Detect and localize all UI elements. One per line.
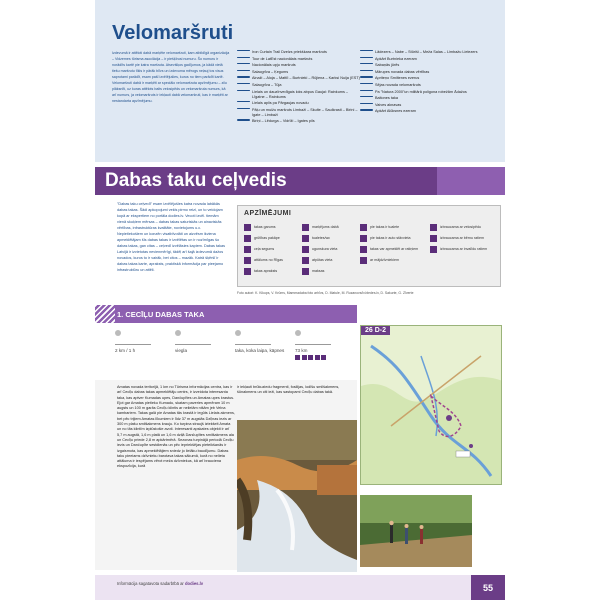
route-list-right: [360, 50, 500, 116]
legend-symbol-icon: [244, 224, 251, 231]
legend-label: tualetes/wc: [312, 236, 330, 241]
velomarsruti-panel: [95, 0, 505, 162]
legend-item: [302, 244, 339, 255]
route-list-left: [237, 50, 361, 126]
route-name: Salacgrīva – Ķegums: [252, 69, 289, 74]
route-code-badge: [237, 108, 250, 109]
distance-icon: [295, 330, 331, 336]
section-stripes: [95, 305, 115, 323]
legend-item: [360, 255, 418, 266]
route-code-badge: [237, 50, 250, 51]
legend-label: izbraucama ar invalīdu ratiem: [440, 247, 488, 252]
legend-label: ugunskura vieta: [312, 247, 338, 252]
header-accent: [437, 167, 505, 195]
legend-column: [430, 222, 487, 255]
footer-note: Informācija sagatavota sadarbībā ar dodies.lv: [117, 581, 204, 586]
legend-symbol-icon: [430, 224, 437, 231]
legend-item: [244, 255, 283, 266]
route-item: [360, 50, 500, 55]
route-code-badge: [360, 103, 373, 104]
route-name: Nacionālais upju maršruts: [252, 63, 296, 68]
route-code-badge: [360, 83, 373, 84]
route-name: Mārupes novada dabas vērtības: [375, 69, 430, 74]
route-item: [237, 83, 361, 88]
section-1-bar: [95, 305, 357, 323]
legend-box: [237, 205, 501, 287]
trail-difficulty: viegla: [175, 330, 211, 353]
legend-column: [302, 222, 339, 277]
dabas-taku-title: Dabas taku ceļvedis: [105, 170, 287, 191]
route-name: Lielais un dauzīnvedīgais loks abpus Gaujai: Rainkums – Līgatne – Rainkums: [252, 89, 349, 99]
legend-symbol-icon: [244, 246, 251, 253]
route-code-badge: [237, 101, 250, 102]
route-name: Salacgrīva – Tūja: [252, 82, 282, 87]
legend-symbol-icon: [302, 224, 309, 231]
route-code-badge: [237, 90, 250, 91]
legend-symbol-icon: [244, 257, 251, 264]
legend-symbol-icon: [360, 257, 367, 264]
route-code-badge: [360, 90, 373, 91]
legend-title: APZĪMĒJUMI: [244, 210, 292, 217]
hikers-photo: [360, 495, 472, 567]
legend-label: izbraucama ar velosipēdu: [440, 225, 481, 230]
legend-item: [360, 222, 418, 233]
route-name: Vaives aknavas: [375, 102, 402, 107]
surface-icon: [235, 330, 284, 336]
brochure-page: [95, 0, 505, 600]
route-item: [237, 119, 361, 124]
page-footer: [95, 575, 505, 600]
section-1-title: 1. CECĪĻU DABAS TAKA: [117, 310, 205, 319]
route-code-badge: [360, 50, 373, 51]
route-item: [237, 76, 361, 81]
legend-symbol-icon: [302, 268, 309, 275]
route-code-badge: [360, 63, 373, 64]
route-code-badge: [237, 57, 250, 58]
legend-label: izbraucama ar bērnu ratiem: [440, 236, 484, 241]
route-item: [360, 83, 500, 88]
legend-item: [360, 244, 418, 255]
difficulty-icon: [175, 330, 211, 336]
legend-symbol-icon: [360, 224, 367, 231]
route-name: Sējas novada velomaršruts: [375, 82, 421, 87]
route-name: Ainaži – Aloja – Mattīi – Burtnieki – Rūjiena – Karksi Nuija (EST): [252, 76, 360, 81]
legend-symbol-icon: [360, 246, 367, 253]
trail-map: [360, 325, 502, 485]
route-item: [360, 76, 500, 81]
legend-item: [302, 255, 339, 266]
legend-item: [244, 222, 283, 233]
route-code-badge: [360, 57, 373, 58]
route-code-badge: [360, 70, 373, 71]
route-item: [237, 101, 361, 106]
route-item: [237, 108, 361, 118]
route-item: [360, 103, 500, 108]
dabas-taku-intro: "Dabas taku ceļvedī" esam izvēlējušies katra novada labākās dabas takas. Šādi apkopojumi vekls pirmo reizi, un to veidojam kopā ar ekspertiem no portāla dodies.lv. Vecoti izvēl. tiemām vienā skuķiem mērsas – dabas takas saturiskās un ainaviskās vērtības, infrastruktūras kvalitāte, novietojums u.c. Nepietiekošiem un konzēn visatbīvotāti un aizvēsm ikviena apmeklētājam šīs dabas takas ir izvēlētas un ir nozīmīgas šo dabas takas, gan citas – ceļvedī izvēlāsies kapiem. Dabas takas Latvijā ir izvietotas nevienmērīgi, tādēļ arī šajā izdevumā dažos novados, kuros to ir vairāk, bet citos – mazāk. Katrā šķēršī ir dabas takas karte, apraksts, praktiskā informācija par pieejamo infrastruktūru un attēli.: [117, 202, 226, 272]
legend-label: takas garums: [254, 225, 276, 230]
route-name: Iron Curtain Trail Dzelzs priekškara maršruts: [252, 50, 327, 54]
legend-label: pie takas ir tualete: [370, 225, 400, 230]
legend-symbol-icon: [302, 246, 309, 253]
legend-item: [430, 233, 487, 244]
route-item: [360, 70, 500, 75]
legend-label: grūtības pakāpe: [254, 236, 280, 241]
legend-item: [302, 222, 339, 233]
route-code-badge: [237, 63, 250, 64]
route-name: Sabaņās jūrēs: [375, 63, 400, 68]
route-item: [360, 63, 500, 68]
legend-symbol-icon: [244, 268, 251, 275]
legend-item: [244, 233, 283, 244]
trail-description-cont: ir iekļauti brūkuziedu fragmenti, fosilijas, lodīšu smilšakmens, šūnakmens un citi ieži, kas sastopami Cecīļu dabas takā.: [237, 385, 340, 395]
legend-label: pie takas ir auto stāvvieta: [370, 236, 411, 241]
route-code-badge: [360, 109, 373, 110]
route-item: [360, 96, 500, 101]
legend-label: maksas: [312, 269, 325, 274]
legend-column: [360, 222, 418, 266]
route-name: Biriņi – Lēdurga – Vidrīži – Igates pils: [252, 119, 315, 124]
legend-item: [244, 266, 283, 277]
route-item: [360, 109, 500, 114]
legend-symbol-icon: [360, 235, 367, 242]
route-code-badge: [237, 76, 250, 77]
legend-label: attālums no Rīgas: [254, 258, 283, 263]
route-code-badge: [360, 76, 373, 77]
dabas-taku-header: [95, 167, 505, 195]
route-item: [360, 90, 500, 95]
legend-item: [360, 233, 418, 244]
legend-label: takas apraksts: [254, 269, 278, 274]
legend-symbol-icon: [302, 257, 309, 264]
route-item: [237, 70, 361, 75]
route-name: Apkārt Alūksnes ezeram: [375, 109, 416, 114]
legend-label: marķējums dabā: [312, 225, 339, 230]
legend-item: [302, 233, 339, 244]
dodies-link[interactable]: dodies.lv: [184, 581, 204, 586]
route-code-badge: [237, 83, 250, 84]
facility-icons: [295, 355, 331, 360]
legend-label: ceļa segums: [254, 247, 275, 252]
legend-symbol-icon: [430, 246, 437, 253]
route-name: Apriteņo Smiltenes ezerus: [375, 76, 420, 81]
route-name: Baltones taka: [375, 96, 399, 101]
route-name: Tour de LatEst nacionālais maršruts: [252, 56, 313, 61]
route-name: Apkārt Burtnieka ezeram: [375, 56, 417, 61]
route-code-badge: [237, 70, 250, 71]
route-item: [237, 90, 361, 100]
waterfall-photo: [237, 420, 357, 572]
legend-symbol-icon: [430, 235, 437, 242]
legend-label: ar mājdzīvniekiem: [370, 258, 399, 263]
legend-symbol-icon: [244, 235, 251, 242]
route-item: [237, 50, 361, 55]
trail-description: Amatas novada teritorijā, 1 km no Tūrisma informācijas centra, kas ir arī Cecīļu dabas takas apmeklētāju centrs, ir izveidota interesanta taka, kas aptver Kumadas upes, Dančupītes un Amatas upes krastus. Ejot gar Amatas pietieku Kumadu, skatam paveries apmēram 10 m augsts un 100 m garās Cecīļu klintis ar nelielām nišām jeb Velna kambariem. Takas galā pie Amatas tās krastā ir iegūts Lielais akmens, bet pēc trijiem Amatas līkumiem ir līdz 37 m augstās Dzīļnas iezis ar 300 m plašu smilšakmens krauju. Ko turpina straujš iztekšeit Amata un no tās klintīm izplūstošie avoti. Interesanti apskates objekti ir arī 5,7 m augstā, 1,6 m platā un 1,6 m dziļā Dančupītes smilšakmens ala un Cecīļu priede 2,8 m apkārtmērā. Sezonas turpinājā periodā Cecīļu iezis un Dančupīte sestdienās un pēc iepriekšējas pieteikšanās ir izgaismota, kas apmeklētājiem sniedz jo lielāku baudījumu. Dabas taku pieeiams dzīvnieku barotava takas sākumā, kurā no nelieta attāluma ir iespējams vērot meža dzīvniekus, kā arī brauciena ekspozīcija, kurā: [117, 385, 235, 469]
legend-label: takas var apmeklēt ar ratiņiem: [370, 247, 419, 252]
map-drawing: [361, 326, 502, 485]
route-code-badge: [237, 119, 250, 120]
velomarsruti-title: Velomaršruti: [112, 22, 234, 44]
trail-info-row: [115, 330, 355, 376]
legend-item: [302, 266, 339, 277]
page-number: 55: [471, 575, 505, 600]
route-item: [237, 63, 361, 68]
trail-surface: taka, koka laipa, kāpnes: [235, 330, 284, 353]
velomarsruti-intro: Izdevumā ir attēloti dabā marķēte velomaršruti, kam atbildīgā organizācija – Vidzemes tūrisma asociācija – ir piešķīrusi numuru. Šo numuru ir norādīts kartē pie katra maršruta. Atsevišķos gadījumos, ja kādā vietā tiešu maršrutu tīkls ir pārāk blīvs un izdevuma mērogs neļauj tos visus saprotami parādīt, esam pašī izvēlējušies, kurus no tiem parādīt kartē. Velomaršruti dabā ir marķēti ar speciālo velomaršruta apzīmējumu – zilu plāksnīti, uz kuras attēlots balts velosipēds un velomaršruta numurs, kā arī numurs, ja velomaršruts ir iekļauti dabā velomaršruti, kas ir marķēti ar nestandarta apzīmējumu.: [112, 51, 230, 103]
route-name: Pāļu un muižu maršruts Limbaži – Skulte – Saulkrasti – Birini – Igate – Limbaži: [252, 107, 358, 117]
route-name: Lādezers – Nabe – Stūriši – Meža Salas – Limbažu Lielezers: [375, 50, 478, 54]
map-grid-tag: 26 D-2: [361, 326, 390, 335]
route-code-badge: [360, 96, 373, 97]
legend-item: [430, 244, 487, 255]
route-item: [360, 57, 500, 62]
length-icon: [115, 330, 151, 336]
photo-credit: Foto autori: K. Kikups, V. Krūms, Mammadaba foto arhīvs, D. Matule, M. Ruzanovs/lv.bledes.lv, D. Sakurte, G. Zīverte: [237, 291, 414, 295]
legend-label: atpūtas vieta: [312, 258, 333, 263]
trail-distance: 73 km: [295, 330, 331, 360]
trail-length: 2 km / 1 h: [115, 330, 151, 353]
legend-item: [244, 244, 283, 255]
legend-symbol-icon: [302, 235, 309, 242]
route-name: Lielais aplis pa Pārgaujas novadu: [252, 101, 309, 106]
route-item: [237, 57, 361, 62]
route-name: Pa "Natura 2000"un militārā poligona robežām Ādažos: [375, 89, 467, 94]
legend-column: [244, 222, 283, 277]
legend-item: [430, 222, 487, 233]
